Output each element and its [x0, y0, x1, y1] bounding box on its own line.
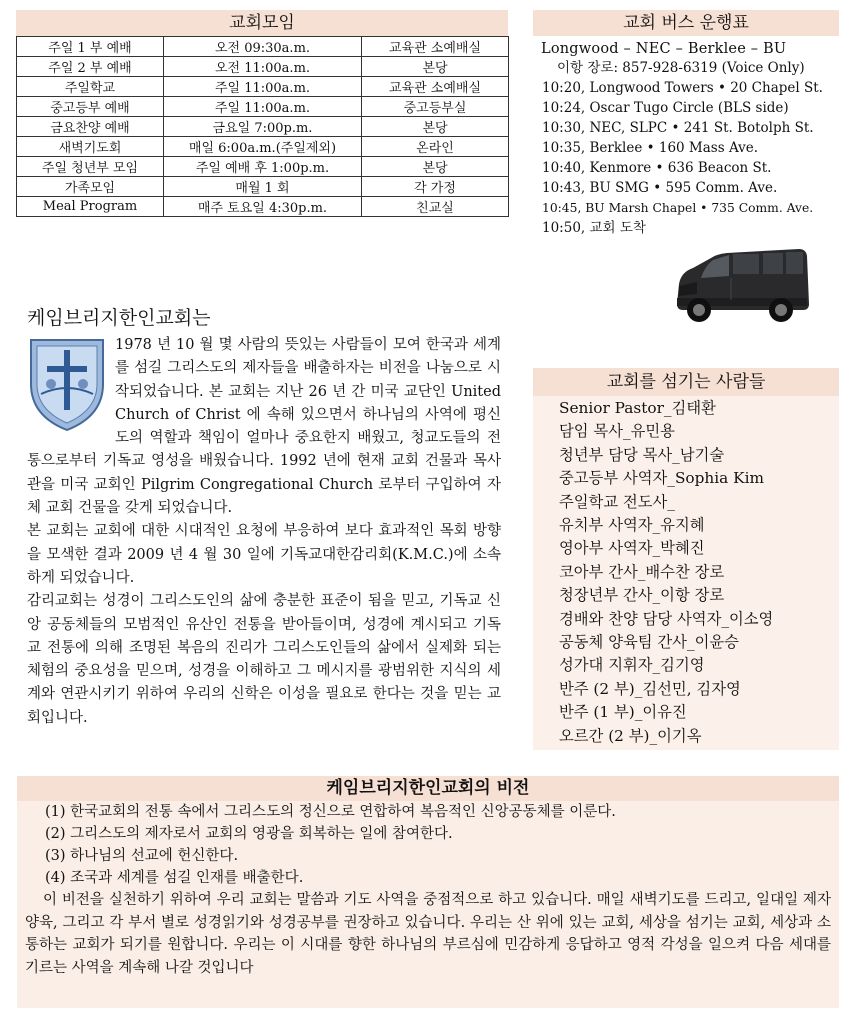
- bus-schedule-section: [533, 10, 839, 238]
- meeting-place: 본당: [362, 157, 509, 177]
- bus-route: Longwood – NEC – Berklee – BU: [541, 41, 787, 57]
- church-van-image: [671, 238, 811, 330]
- intro-paragraph: 감리교회는 성경이 그리스도인의 삶에 충분한 표준이 됨을 믿고, 기독교 신앙 공동체들의 모범적인 유산인 전통을 받아들이며, 성경에 계시되고 기독교 전통에 의해 조명된 복음의 진리가 그리스도인들의 삶에서 실제화 되는 체험의 중요성을 믿으며, 성경을 이해하고 그 메시지를 광범위한 지식의 세계와 연관시키기 위하여 우리의 신학은 이성을 필요로 한다는 것을 믿는 교회입니다.: [27, 593, 501, 726]
- table-row: [17, 117, 509, 137]
- meeting-name: 새벽기도회: [17, 137, 164, 157]
- vision-body: 이 비전을 실천하기 위하여 우리 교회는 말씀과 기도 사역을 중점적으로 하고 있습니다. 매일 새벽기도를 드리고, 일대일 제자 양육, 그리고 각 부서 별로 성경읽기와 성경공부를 권장하고 있습니다. 우리는 산 위에 있는 교회, 세상을 섬기는 교회, 세상과 소통하는 교회가 되기를 원합니다. 우리는 이 시대를 향한 하나님의 부르심에 민감하게 응답하고 영적 각성을 일으켜 다음 세대를 기르는 사역을 계속해 나갈 것입니다: [25, 892, 831, 976]
- bus-stop: 10:35, Berklee • 160 Mass Ave.: [542, 140, 759, 156]
- bus-stop: 10:43, BU SMG • 595 Comm. Ave.: [542, 180, 778, 196]
- list-item: 유치부 사역자_유지혜: [559, 516, 705, 535]
- meeting-time: 매월 1 회: [164, 177, 362, 197]
- list-item: 공동체 양육팀 간사_이윤승: [559, 633, 739, 652]
- meeting-time: 매일 6:00a.m.(주일제외): [164, 137, 362, 157]
- meetings-section: [16, 10, 508, 217]
- meeting-time: 주일 예배 후 1:00p.m.: [164, 157, 362, 177]
- list-item: 반주 (2 부)_김선민, 김자영: [559, 679, 741, 698]
- church-intro-section: [27, 306, 501, 730]
- intro-paragraph: 본 교회는 교회에 대한 시대적인 요청에 부응하여 보다 효과적인 목회 방향을 모색한 결과 2009 년 4 월 30 일에 기독교대한감리회(K.M.C.)에 소속하게 되었습니다.: [27, 523, 501, 586]
- meeting-time: 금요일 7:00p.m.: [164, 117, 362, 137]
- vision-point: (1) 한국교회의 전통 속에서 그리스도의 정신으로 연합하여 복음적인 신앙공동체를 이룬다.: [45, 804, 616, 820]
- church-crest-logo: [27, 334, 107, 432]
- meeting-place: 본당: [362, 57, 509, 77]
- meetings-table: [16, 36, 509, 217]
- meeting-time: 매주 토요일 4:30p.m.: [164, 197, 362, 217]
- list-item: Senior Pastor_김태환: [559, 399, 716, 417]
- table-row: [17, 77, 509, 97]
- bus-stop: 10:50, 교회 도착: [542, 220, 646, 236]
- meeting-name: 중고등부 예배: [17, 97, 164, 117]
- staff-list: [533, 396, 839, 750]
- meeting-name: 주일 1 부 예배: [17, 37, 164, 57]
- staff-section: [533, 368, 839, 750]
- table-row: [17, 157, 509, 177]
- list-item: 오르간 (2 부)_이기옥: [559, 726, 702, 745]
- bus-stop: 10:40, Kenmore • 636 Beacon St.: [542, 160, 772, 176]
- meeting-name: 주일 청년부 모임: [17, 157, 164, 177]
- meeting-place: 온라인: [362, 137, 509, 157]
- list-item: 청장년부 간사_이항 장로: [559, 586, 725, 605]
- list-item: 청년부 담당 목사_남기술: [559, 445, 725, 464]
- table-row: [17, 197, 509, 217]
- meetings-title: 교회모임: [16, 10, 508, 36]
- meeting-place: 친교실: [362, 197, 509, 217]
- meeting-name: 금요찬양 예배: [17, 117, 164, 137]
- list-item: 주일학교 전도사_: [559, 492, 675, 511]
- bus-stop: 10:45, BU Marsh Chapel • 735 Comm. Ave.: [542, 201, 814, 215]
- meeting-time: 주일 11:00a.m.: [164, 77, 362, 97]
- meeting-time: 오전 09:30a.m.: [164, 37, 362, 57]
- list-item: 경배와 찬양 담당 사역자_이소영: [559, 609, 774, 628]
- list-item: 중고등부 사역자_Sophia Kim: [559, 469, 764, 488]
- list-item: 영아부 사역자_박혜진: [559, 539, 705, 558]
- meeting-name: 가족모임: [17, 177, 164, 197]
- intro-title: 케임브리지한인교회는: [27, 307, 211, 329]
- bus-contact: 이항 장로: 857-928-6319 (Voice Only): [557, 60, 805, 76]
- table-row: [17, 177, 509, 197]
- meeting-place: 교육관 소예배실: [362, 77, 509, 97]
- intro-text-1: 1978 년 10 월 몇 사람의 뜻있는 사람들이 모여 한국과 세계를 섬길 그리스도의 제자들을 배출하자는 비전을 나눔으로 시작되었습니다. 본 교회는 지난 26 년 간 미국 교단인 United Church of Christ 에 속해 있으면서 하나님의 사역에 평신도의 역할과 책임이 얼마나 중요한지 배웠고, 청교도들의 전통으로부터 기독교 영성을 배웠습니다. 1992 년에 현재 교회 건물과 목사관을 미국 교회인 Pilgrim Congregational Church 로부터 구입하여 자체 교회 건물을 갖게 되었습니다.: [27, 337, 501, 517]
- vision-point: (2) 그리스도의 제자로서 교회의 영광을 회복하는 일에 참여한다.: [45, 826, 453, 842]
- bus-title: 교회 버스 운행표: [533, 10, 839, 36]
- intro-paragraph: [27, 334, 501, 520]
- bus-stop: 10:24, Oscar Tugo Circle (BLS side): [542, 100, 789, 116]
- meeting-name: Meal Program: [17, 197, 164, 217]
- meeting-name: 주일학교: [17, 77, 164, 97]
- vision-point: (3) 하나님의 선교에 헌신한다.: [45, 848, 239, 864]
- meeting-place: 각 가정: [362, 177, 509, 197]
- table-row: [17, 37, 509, 57]
- meeting-place: 교육관 소예배실: [362, 37, 509, 57]
- list-item: 담임 목사_유민용: [559, 422, 675, 441]
- vision-title: 케임브리지한인교회의 비전: [17, 776, 839, 801]
- list-item: 코아부 간사_배수찬 장로: [559, 562, 725, 581]
- table-row: [17, 57, 509, 77]
- table-row: [17, 97, 509, 117]
- bus-stop: 10:30, NEC, SLPC • 241 St. Botolph St.: [542, 120, 814, 136]
- bus-stop: 10:20, Longwood Towers • 20 Chapel St.: [542, 80, 823, 96]
- vision-point: (4) 조국과 세계를 섬길 인재를 배출한다.: [45, 870, 304, 886]
- meeting-time: 주일 11:00a.m.: [164, 97, 362, 117]
- list-item: 성가대 지휘자_김기영: [559, 656, 705, 675]
- meeting-time: 오전 11:00a.m.: [164, 57, 362, 77]
- list-item: 반주 (1 부)_이유진: [559, 703, 687, 722]
- staff-title: 교회를 섬기는 사람들: [533, 368, 839, 396]
- table-row: [17, 137, 509, 157]
- meeting-name: 주일 2 부 예배: [17, 57, 164, 77]
- meeting-place: 중고등부실: [362, 97, 509, 117]
- meeting-place: 본당: [362, 117, 509, 137]
- vision-section: [17, 776, 839, 1008]
